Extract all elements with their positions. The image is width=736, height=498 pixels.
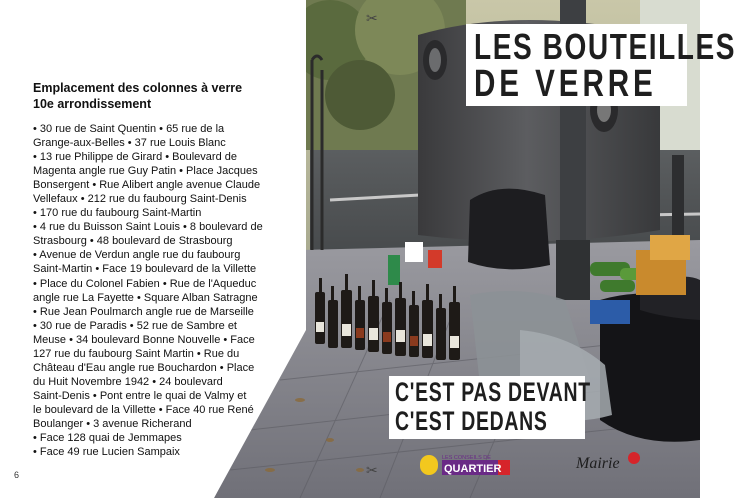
slogan-box [389,376,591,439]
locations-list [33,122,305,459]
page-title [33,80,303,112]
location-line: • 170 rue du faubourg Saint-Martin [33,207,202,220]
headline-box [466,24,736,106]
location-line: • Avenue de Verdun angle rue du faubourg [33,249,241,262]
location-line: • 30 rue de Paradis • 52 rue de Sambre et [33,319,237,332]
location-line: • Rue Jean Poulmarch angle rue de Marseille [33,305,254,318]
location-line: • Place du Colonel Fabien • Rue de l'Aqueduc [33,277,257,290]
location-line: Meuse • 34 boulevard Bonne Nouvelle • Face [33,333,255,346]
location-line: • 30 rue de Saint Quentin • 65 rue de la [33,123,225,135]
location-line: Saint-Martin • Face 19 boulevard de la Villette [33,263,257,276]
location-line: Boulanger • 3 avenue Richerand [33,417,192,430]
scissors-icon: ✂ [366,462,378,478]
location-line: • 4 rue du Buisson Saint Louis • 8 boulevard de [33,221,263,234]
location-line: 127 rue du faubourg Saint Martin • Rue du [33,347,240,360]
logo-right-text: Mairie [576,455,620,472]
location-line: Château d'Eau angle rue Bouchardon • Place [33,361,255,374]
location-line: • 13 rue Philippe de Girard • Boulevard de [33,151,237,164]
location-line: angle rue La Fayette • Square Alban Satragne [33,291,258,304]
location-line: le boulevard de la Villette • Face 40 rue René [33,403,254,416]
location-line: Magenta angle rue Guy Patin • Place Jacques [33,165,258,178]
location-line: Vellefaux • 212 rue du faubourg Saint-Denis [33,193,247,206]
left-page [0,0,310,498]
location-line: Bonsergent • Rue Alibert angle avenue Claude [33,179,261,192]
headline-line-2: DE VERRE [474,63,657,105]
mairie-logo [574,448,654,478]
location-line: Grange-aux-Belles • 37 rue Louis Blanc [33,137,226,150]
title-line-1: Emplacement des colonnes à verre [33,81,243,95]
logo-left-top-text: LES CONSEILS DE [442,455,491,461]
conseils-de-quartier-logo [420,452,512,478]
slogan-line-1: C'EST PAS DEVANT [395,377,591,407]
title-line-2: 10e arrondissement [33,97,152,111]
location-line: du Huit Novembre 1942 • 24 boulevard [33,375,223,388]
location-line: Strasbourg • 48 boulevard de Strasbourg [33,235,233,248]
location-line: • Face 49 rue Lucien Sampaix [33,446,180,459]
location-line: Saint-Denis • Pont entre le quai de Valmy et [33,389,247,402]
logo-left-main-text: QUARTIER [444,463,502,475]
slogan-line-2: C'EST DEDANS [395,406,548,436]
scissors-icon: ✂ [366,10,378,26]
headline-line-1: LES BOUTEILLES [474,26,736,67]
page-number: 6 [14,470,20,480]
location-line: • Face 128 quai de Jemmapes [33,432,182,445]
